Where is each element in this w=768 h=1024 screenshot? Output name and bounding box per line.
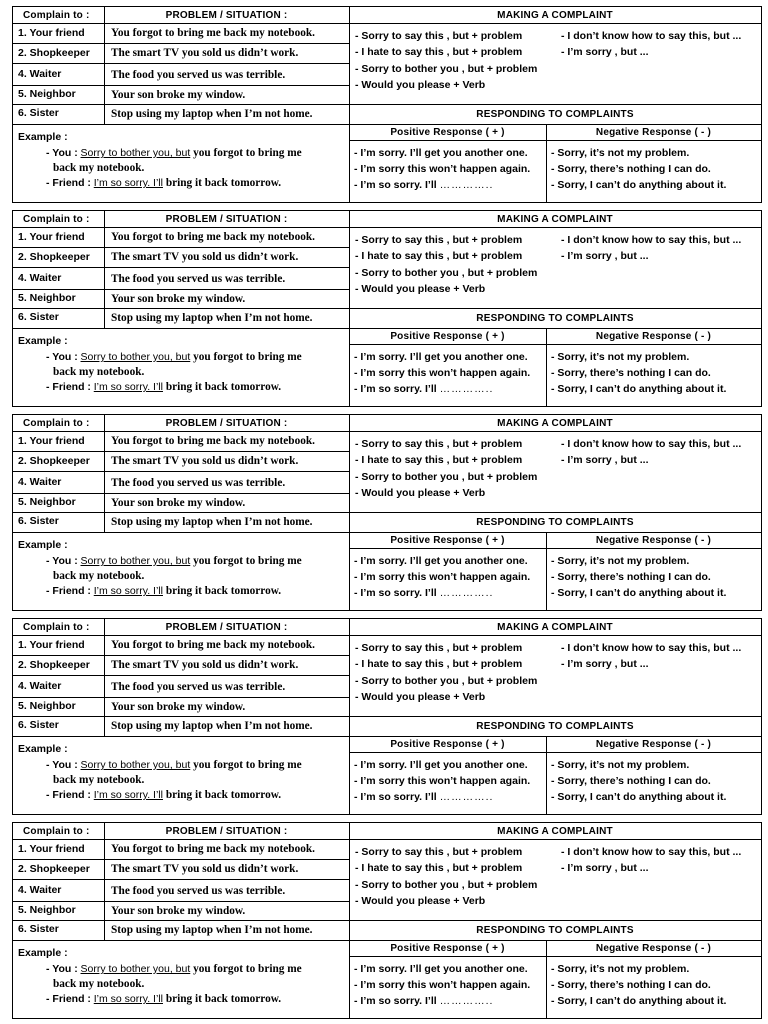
row-who: 2. Shopkeeper: [18, 863, 90, 875]
row-who: 5. Neighbor: [18, 904, 76, 916]
example-label: Example :: [18, 947, 68, 959]
example-label: Example :: [18, 131, 68, 143]
phrase: - Sorry to bother you , but + problem: [355, 879, 538, 891]
divider: [13, 267, 349, 268]
phrase: - I don’t know how to say this, but ...: [561, 30, 742, 42]
header-responding: RESPONDING TO COMPLAINTS: [476, 925, 634, 936]
header-complain-to: Complain to :: [23, 826, 90, 837]
divider: [13, 451, 349, 452]
header-complain-to: Complain to :: [23, 214, 90, 225]
negative-response: - Sorry, it’s not my problem.: [551, 555, 690, 567]
example-label: Example :: [18, 335, 68, 347]
phrase: - Sorry to say this , but + problem: [355, 234, 523, 246]
negative-response: - Sorry, I can’t do anything about it.: [551, 995, 727, 1007]
negative-response: - Sorry, I can’t do anything about it.: [551, 383, 727, 395]
header-problem: PROBLEM / SITUATION :: [165, 10, 288, 21]
negative-response: - Sorry, I can’t do anything about it.: [551, 791, 727, 803]
divider: [13, 839, 761, 840]
divider: [13, 23, 761, 24]
header-negative: Negative Response ( - ): [595, 127, 712, 138]
example-label: Example :: [18, 539, 68, 551]
row-problem: Stop using my laptop when I’m not home.: [111, 516, 313, 528]
header-making-complaint: MAKING A COMPLAINT: [497, 10, 613, 21]
phrase: - Sorry to say this , but + problem: [355, 438, 523, 450]
row-problem: Stop using my laptop when I’m not home.: [111, 312, 313, 324]
divider: [13, 655, 349, 656]
divider: [104, 7, 105, 124]
phrase: - Would you please + Verb: [355, 691, 486, 703]
phrase: - I hate to say this , but + problem: [355, 862, 523, 874]
divider: [13, 901, 349, 902]
row-problem: You forgot to bring me back my notebook.: [111, 435, 315, 447]
row-who: 1. Your friend: [18, 435, 85, 447]
divider: [13, 471, 349, 472]
header-responding: RESPONDING TO COMPLAINTS: [476, 313, 634, 324]
row-who: 2. Shopkeeper: [18, 47, 90, 59]
header-negative: Negative Response ( - ): [595, 739, 712, 750]
phrase: - Would you please + Verb: [355, 79, 486, 91]
row-who: 4. Waiter: [18, 884, 62, 896]
positive-response: - I’m so sorry. I’ll …………..: [354, 995, 494, 1007]
phrase: - Would you please + Verb: [355, 283, 486, 295]
complaint-card: [12, 822, 762, 1019]
divider: [13, 493, 349, 494]
example-label: Example :: [18, 743, 68, 755]
negative-response: - Sorry, there’s nothing I can do.: [551, 979, 711, 991]
row-who: 6. Sister: [18, 311, 59, 323]
row-problem: You forgot to bring me back my notebook.: [111, 843, 315, 855]
header-negative: Negative Response ( - ): [595, 943, 712, 954]
divider: [104, 619, 105, 736]
negative-response: - Sorry, there’s nothing I can do.: [551, 571, 711, 583]
positive-response: - I’m sorry. I’ll get you another one.: [354, 351, 528, 363]
phrase: - Sorry to say this , but + problem: [355, 30, 523, 42]
phrase: - Sorry to say this , but + problem: [355, 846, 523, 858]
row-problem: Stop using my laptop when I’m not home.: [111, 924, 313, 936]
header-positive: Positive Response ( + ): [390, 739, 505, 750]
row-who: 6. Sister: [18, 923, 59, 935]
header-problem: PROBLEM / SITUATION :: [165, 214, 288, 225]
complaint-card: [12, 210, 762, 407]
row-problem: The smart TV you sold us didn’t work.: [111, 659, 299, 671]
positive-response: - I’m so sorry. I’ll …………..: [354, 179, 494, 191]
row-who: 6. Sister: [18, 107, 59, 119]
header-making-complaint: MAKING A COMPLAINT: [497, 214, 613, 225]
phrase: - I’m sorry , but ...: [561, 46, 649, 58]
row-problem: The food you served us was terrible.: [111, 681, 286, 693]
phrase: - I’m sorry , but ...: [561, 658, 649, 670]
positive-response: - I’m so sorry. I’ll …………..: [354, 383, 494, 395]
row-who: 5. Neighbor: [18, 496, 76, 508]
example-you-cont: back my notebook.: [53, 774, 145, 786]
phrase: - Sorry to bother you , but + problem: [355, 267, 538, 279]
header-problem: PROBLEM / SITUATION :: [165, 418, 288, 429]
row-who: 2. Shopkeeper: [18, 251, 90, 263]
row-problem: Your son broke my window.: [111, 497, 246, 509]
row-who: 1. Your friend: [18, 639, 85, 651]
phrase: - Sorry to bother you , but + problem: [355, 675, 538, 687]
complaint-card: [12, 6, 762, 203]
divider: [349, 512, 761, 513]
row-problem: Stop using my laptop when I’m not home.: [111, 108, 313, 120]
row-problem: You forgot to bring me back my notebook.: [111, 231, 315, 243]
divider: [349, 956, 761, 957]
phrase: - I hate to say this , but + problem: [355, 250, 523, 262]
row-who: 5. Neighbor: [18, 88, 76, 100]
example-friend-line: - Friend : I’m so sorry. I’ll bring it back tomorrow.: [46, 177, 282, 189]
negative-response: - Sorry, I can’t do anything about it.: [551, 587, 727, 599]
phrase: - I don’t know how to say this, but ...: [561, 438, 742, 450]
example-you-cont: back my notebook.: [53, 366, 145, 378]
divider: [13, 675, 349, 676]
phrase: - I hate to say this , but + problem: [355, 658, 523, 670]
negative-response: - Sorry, it’s not my problem.: [551, 759, 690, 771]
negative-response: - Sorry, it’s not my problem.: [551, 963, 690, 975]
phrase: - I’m sorry , but ...: [561, 250, 649, 262]
row-problem: The smart TV you sold us didn’t work.: [111, 47, 299, 59]
header-positive: Positive Response ( + ): [390, 331, 505, 342]
row-who: 4. Waiter: [18, 68, 62, 80]
example-you-line: - You : Sorry to bother you, but you forgot to bring me: [46, 147, 302, 159]
positive-response: - I’m sorry this won’t happen again.: [354, 367, 531, 379]
header-responding: RESPONDING TO COMPLAINTS: [476, 109, 634, 120]
example-you-cont: back my notebook.: [53, 162, 145, 174]
example-friend-line: - Friend : I’m so sorry. I’ll bring it back tomorrow.: [46, 381, 282, 393]
row-who: 6. Sister: [18, 719, 59, 731]
positive-response: - I’m sorry this won’t happen again.: [354, 571, 531, 583]
header-making-complaint: MAKING A COMPLAINT: [497, 622, 613, 633]
blank-dots: …………..: [439, 791, 494, 803]
negative-response: - Sorry, there’s nothing I can do.: [551, 775, 711, 787]
row-who: 1. Your friend: [18, 231, 85, 243]
divider: [13, 431, 761, 432]
divider: [13, 247, 349, 248]
phrase: - I don’t know how to say this, but ...: [561, 234, 742, 246]
row-problem: Your son broke my window.: [111, 293, 246, 305]
divider: [349, 920, 761, 921]
blank-dots: …………..: [439, 383, 494, 395]
negative-response: - Sorry, there’s nothing I can do.: [551, 163, 711, 175]
row-problem: Your son broke my window.: [111, 89, 246, 101]
divider: [104, 211, 105, 328]
divider: [13, 879, 349, 880]
phrase: - Sorry to say this , but + problem: [355, 642, 523, 654]
divider: [13, 512, 349, 513]
negative-response: - Sorry, it’s not my problem.: [551, 147, 690, 159]
divider: [13, 635, 761, 636]
divider: [349, 344, 761, 345]
blank-dots: …………..: [439, 995, 494, 1007]
divider: [13, 43, 349, 44]
row-problem: The food you served us was terrible.: [111, 477, 286, 489]
header-making-complaint: MAKING A COMPLAINT: [497, 826, 613, 837]
negative-response: - Sorry, there’s nothing I can do.: [551, 367, 711, 379]
positive-response: - I’m sorry this won’t happen again.: [354, 775, 531, 787]
row-problem: Stop using my laptop when I’m not home.: [111, 720, 313, 732]
divider: [13, 716, 349, 717]
example-you-cont: back my notebook.: [53, 570, 145, 582]
example-friend-line: - Friend : I’m so sorry. I’ll bring it back tomorrow.: [46, 789, 282, 801]
divider: [349, 140, 761, 141]
positive-response: - I’m so sorry. I’ll …………..: [354, 587, 494, 599]
blank-dots: …………..: [439, 179, 494, 191]
row-who: 4. Waiter: [18, 272, 62, 284]
negative-response: - Sorry, I can’t do anything about it.: [551, 179, 727, 191]
row-who: 1. Your friend: [18, 843, 85, 855]
header-positive: Positive Response ( + ): [390, 943, 505, 954]
header-making-complaint: MAKING A COMPLAINT: [497, 418, 613, 429]
header-problem: PROBLEM / SITUATION :: [165, 622, 288, 633]
row-problem: The smart TV you sold us didn’t work.: [111, 863, 299, 875]
header-responding: RESPONDING TO COMPLAINTS: [476, 517, 634, 528]
phrase: - Sorry to bother you , but + problem: [355, 63, 538, 75]
blank-dots: …………..: [439, 587, 494, 599]
header-responding: RESPONDING TO COMPLAINTS: [476, 721, 634, 732]
header-positive: Positive Response ( + ): [390, 535, 505, 546]
phrase: - Sorry to bother you , but + problem: [355, 471, 538, 483]
phrase: - Would you please + Verb: [355, 487, 486, 499]
divider: [104, 823, 105, 940]
complaint-card: [12, 414, 762, 611]
divider: [13, 920, 349, 921]
positive-response: - I’m sorry this won’t happen again.: [354, 979, 531, 991]
example-you-cont: back my notebook.: [53, 978, 145, 990]
divider: [349, 752, 761, 753]
divider: [349, 308, 761, 309]
row-who: 4. Waiter: [18, 680, 62, 692]
row-problem: The smart TV you sold us didn’t work.: [111, 455, 299, 467]
negative-response: - Sorry, it’s not my problem.: [551, 351, 690, 363]
positive-response: - I’m sorry. I’ll get you another one.: [354, 963, 528, 975]
row-who: 4. Waiter: [18, 476, 62, 488]
phrase: - Would you please + Verb: [355, 895, 486, 907]
header-complain-to: Complain to :: [23, 418, 90, 429]
example-friend-line: - Friend : I’m so sorry. I’ll bring it back tomorrow.: [46, 585, 282, 597]
row-problem: You forgot to bring me back my notebook.: [111, 639, 315, 651]
row-who: 2. Shopkeeper: [18, 455, 90, 467]
row-problem: The food you served us was terrible.: [111, 69, 286, 81]
positive-response: - I’m so sorry. I’ll …………..: [354, 791, 494, 803]
positive-response: - I’m sorry. I’ll get you another one.: [354, 759, 528, 771]
divider: [104, 415, 105, 532]
divider: [349, 716, 761, 717]
example-you-line: - You : Sorry to bother you, but you forgot to bring me: [46, 963, 302, 975]
row-who: 1. Your friend: [18, 27, 85, 39]
row-who: 5. Neighbor: [18, 292, 76, 304]
divider: [13, 85, 349, 86]
header-complain-to: Complain to :: [23, 622, 90, 633]
phrase: - I don’t know how to say this, but ...: [561, 846, 742, 858]
row-problem: The food you served us was terrible.: [111, 273, 286, 285]
divider: [13, 697, 349, 698]
complaint-card: [12, 618, 762, 815]
phrase: - I don’t know how to say this, but ...: [561, 642, 742, 654]
row-who: 2. Shopkeeper: [18, 659, 90, 671]
example-friend-line: - Friend : I’m so sorry. I’ll bring it back tomorrow.: [46, 993, 282, 1005]
phrase: - I hate to say this , but + problem: [355, 46, 523, 58]
divider: [13, 227, 761, 228]
positive-response: - I’m sorry. I’ll get you another one.: [354, 147, 528, 159]
row-problem: The smart TV you sold us didn’t work.: [111, 251, 299, 263]
row-problem: The food you served us was terrible.: [111, 885, 286, 897]
phrase: - I hate to say this , but + problem: [355, 454, 523, 466]
header-negative: Negative Response ( - ): [595, 331, 712, 342]
row-who: 5. Neighbor: [18, 700, 76, 712]
phrase: - I’m sorry , but ...: [561, 862, 649, 874]
header-problem: PROBLEM / SITUATION :: [165, 826, 288, 837]
row-problem: Your son broke my window.: [111, 905, 246, 917]
phrase: - I’m sorry , but ...: [561, 454, 649, 466]
divider: [13, 289, 349, 290]
divider: [349, 104, 761, 105]
positive-response: - I’m sorry. I’ll get you another one.: [354, 555, 528, 567]
header-positive: Positive Response ( + ): [390, 127, 505, 138]
divider: [13, 308, 349, 309]
positive-response: - I’m sorry this won’t happen again.: [354, 163, 531, 175]
header-complain-to: Complain to :: [23, 10, 90, 21]
divider: [13, 859, 349, 860]
example-you-line: - You : Sorry to bother you, but you forgot to bring me: [46, 555, 302, 567]
example-you-line: - You : Sorry to bother you, but you forgot to bring me: [46, 759, 302, 771]
row-problem: Your son broke my window.: [111, 701, 246, 713]
divider: [13, 104, 349, 105]
divider: [349, 548, 761, 549]
row-problem: You forgot to bring me back my notebook.: [111, 27, 315, 39]
example-you-line: - You : Sorry to bother you, but you forgot to bring me: [46, 351, 302, 363]
header-negative: Negative Response ( - ): [595, 535, 712, 546]
divider: [13, 63, 349, 64]
row-who: 6. Sister: [18, 515, 59, 527]
